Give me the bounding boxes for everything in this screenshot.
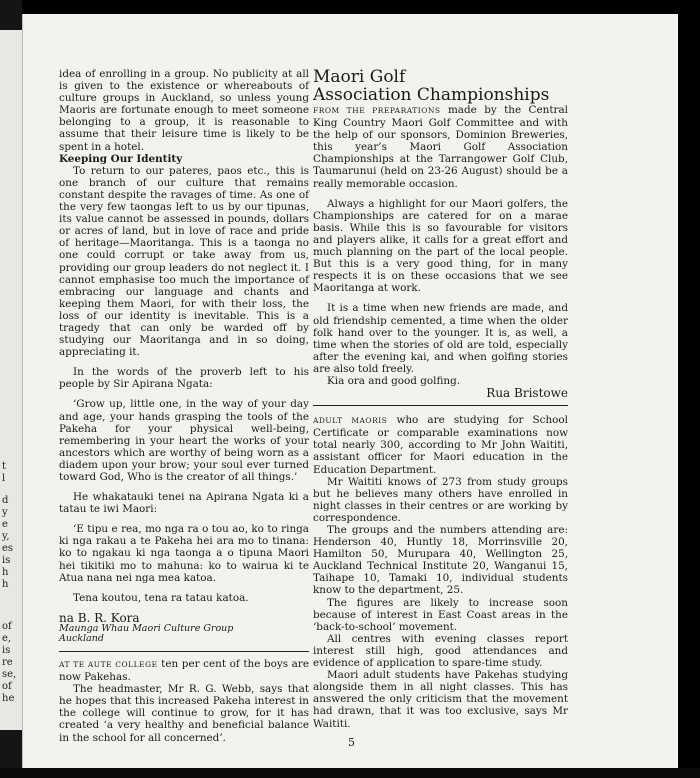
prev-page-fragment: h bbox=[2, 579, 9, 590]
proverb-english-quote: ‘Grow up, little one, in the way of your day and age, your hands grasping the tools of the Pakeha for your physical well-being, remembering in your heart the works of your ancestors which are worthy of being worn as a diadem upon your brow; your soul ever turned toward God, Who is the creator of all things.’ bbox=[59, 398, 309, 483]
te-aute-paragraph bbox=[59, 658, 309, 683]
title-line-2: Association Championships bbox=[313, 85, 550, 105]
adult-maoris-lead-in: ADULT MAORIS bbox=[313, 416, 388, 426]
time-paragraph: It is a time when new friends are made, and old friendship cemented, a time when the older folk hand over to the younger. It is, as well, a time when the stories of old are told, especially after the evening kai, and when golfing stories are also told freely. bbox=[313, 302, 568, 375]
scan-border-bottom bbox=[0, 768, 700, 778]
prev-page-fragment: se, bbox=[2, 669, 17, 680]
proverb-intro-paragraph: In the words of the proverb left to his people by Sir Apirana Ngata: bbox=[59, 366, 309, 391]
document-page bbox=[22, 14, 679, 768]
prev-page-fragment: of bbox=[2, 621, 12, 632]
te-aute-text: ten per cent of the boys are now Pakehas. bbox=[59, 657, 309, 684]
centres-paragraph: All centres with evening classes report interest still high, good attendances and evidence of application to spare-time study. bbox=[313, 632, 568, 670]
signature-name-kora: na B. R. Kora bbox=[59, 610, 140, 625]
page-number: 5 bbox=[348, 736, 355, 749]
right-column bbox=[313, 68, 568, 730]
section-divider bbox=[313, 405, 568, 406]
identity-paragraph: To return to our pateres, paos etc., this is one branch of our culture that remains constant despite the ravages of time. As one of the very few taongas left to us by our tipunas, its value cannot be assessed in pounds, dollars or acres of land, but in love of race and pride of heritage—Maoritanga. This is a taonga no one could corrupt or take away from us, providing our group leaders do not neglect it. I cannot emphasise too much the importance of embracing our language and chants and keeping them Maori, for with their loss, the loss of our identity is inevitable. This is a tragedy that can only be warded off by studying our Maoritanga and in so doing, appreciating it. bbox=[59, 164, 309, 359]
prev-page-fragment: e bbox=[2, 519, 8, 530]
always-paragraph: Always a highlight for our Maori golfers, the Championships are catered for on a marae basis. While this is so favourable for visitors and players alike, it calls for a great effort and much planning on the part of the local people. But this is a very good thing, for in many respects it is on these occasions that we see Maoritanga at work. bbox=[313, 197, 568, 295]
adult-maoris-paragraph bbox=[313, 414, 568, 475]
signature-affiliation: Maunga Whau Maori Culture Group bbox=[59, 622, 234, 634]
students-paragraph: Maori adult students have Pakehas studying alongside them in all night classes. This has answered the only criticism that the movement had drawn, that it was too exclusive, says Mr Waititi. bbox=[313, 669, 568, 730]
maori-intro-paragraph: He whakatauki tenei na Apirana Ngata ki a tatau te iwi Maori: bbox=[59, 491, 309, 516]
preparations-paragraph bbox=[313, 104, 568, 190]
title-line-1: Maori Golf bbox=[313, 67, 406, 87]
section-heading-identity: Keeping Our Identity bbox=[59, 152, 183, 165]
intro-paragraph: idea of enrolling in a group. No publicity at all is given to the existence or whereabouts of culture groups in Auckland, so unless young Maoris are fortunate enough to meet someone belonging to a group, it is reasonable to assume that their leisure time is likely to be spent in a hotel. bbox=[59, 68, 309, 153]
preparations-text: made by the Central King Country Maori Golf Committee and with the help of our sponsors, Dominion Breweries, this year’s Maori Golf Association Championships at the Tarrangower Golf Club, Taumarunui (held on 23-26 August) should be a really memorable occasion. bbox=[313, 104, 568, 190]
prev-page-fragment: es bbox=[2, 543, 14, 554]
preparations-lead-in: FROM THE PREPARATIONS bbox=[313, 106, 441, 115]
te-aute-lead-in: AT TE AUTE COLLEGE bbox=[59, 659, 158, 669]
signature-location: Auckland bbox=[59, 633, 104, 645]
proverb-maori-quote: ‘E tipu e rea, mo nga ra o tou ao, ko to ringa ki nga rakau a te Pakeha hei ara mo to tinana: ko to ngakau ki nga taonga a o tipuna Maori hei tikitiki mo to mahuna: ko to wairua ki te Atua nana nei nga mea katoa. bbox=[59, 523, 309, 584]
prev-page-fragment: y, bbox=[2, 531, 10, 542]
prev-page-fragment: he bbox=[2, 693, 15, 704]
prev-page-fragment: t bbox=[2, 461, 7, 472]
prev-page-fragment: l bbox=[2, 473, 6, 484]
prev-page-fragment: re bbox=[2, 657, 13, 668]
section-divider bbox=[59, 651, 309, 652]
prev-page-fragment: d bbox=[2, 495, 9, 506]
prev-page-fragment: y bbox=[2, 507, 8, 518]
prev-page-fragment: is bbox=[2, 555, 11, 566]
prev-page-fragment: e, bbox=[2, 633, 12, 644]
prev-page-fragment: h bbox=[2, 567, 9, 578]
signature-name-bristowe: Rua Bristowe bbox=[486, 386, 568, 401]
prev-page-fragment: of bbox=[2, 681, 12, 692]
adult-maoris-text: who are studying for School Certificate or comparable examinations now total nearly 300, according to Mr John Waititi, assistant officer for Maori education in the Education Department. bbox=[313, 414, 569, 476]
figures-paragraph: The figures are likely to increase soon because of interest in East Coast areas in the ‘back-to-school’ movement. bbox=[313, 596, 568, 633]
groups-paragraph: The groups and the numbers attending are: Henderson 40, Huntly 18, Morrinsville 20, Hamilton 50, Murupara 40, Wellington 25, Auckland Technical Institute 20, Wanganui 15, Taihape 10, Tamaki 10, individual students know to the department, 25. bbox=[313, 524, 568, 597]
prev-page-fragment: is bbox=[2, 645, 11, 656]
headmaster-paragraph: The headmaster, Mr R. G. Webb, says that he hopes that this increased Pakeha interest in the college will continue to grow, for it has created ‘a very healthy and beneficial balance in the school for all concerned’. bbox=[59, 683, 309, 744]
greeting-line: Tena koutou, tena ra tatau katoa. bbox=[73, 591, 249, 604]
left-column bbox=[59, 68, 309, 744]
waititi-paragraph: Mr Waititi knows of 273 from study groups but he believes many others have enrolled in night classes in their centres or are working by correspondence. bbox=[313, 475, 568, 524]
article-title bbox=[313, 68, 568, 104]
kia-ora-line: Kia ora and good golfing. bbox=[327, 374, 461, 387]
scan-border-right bbox=[678, 0, 700, 778]
